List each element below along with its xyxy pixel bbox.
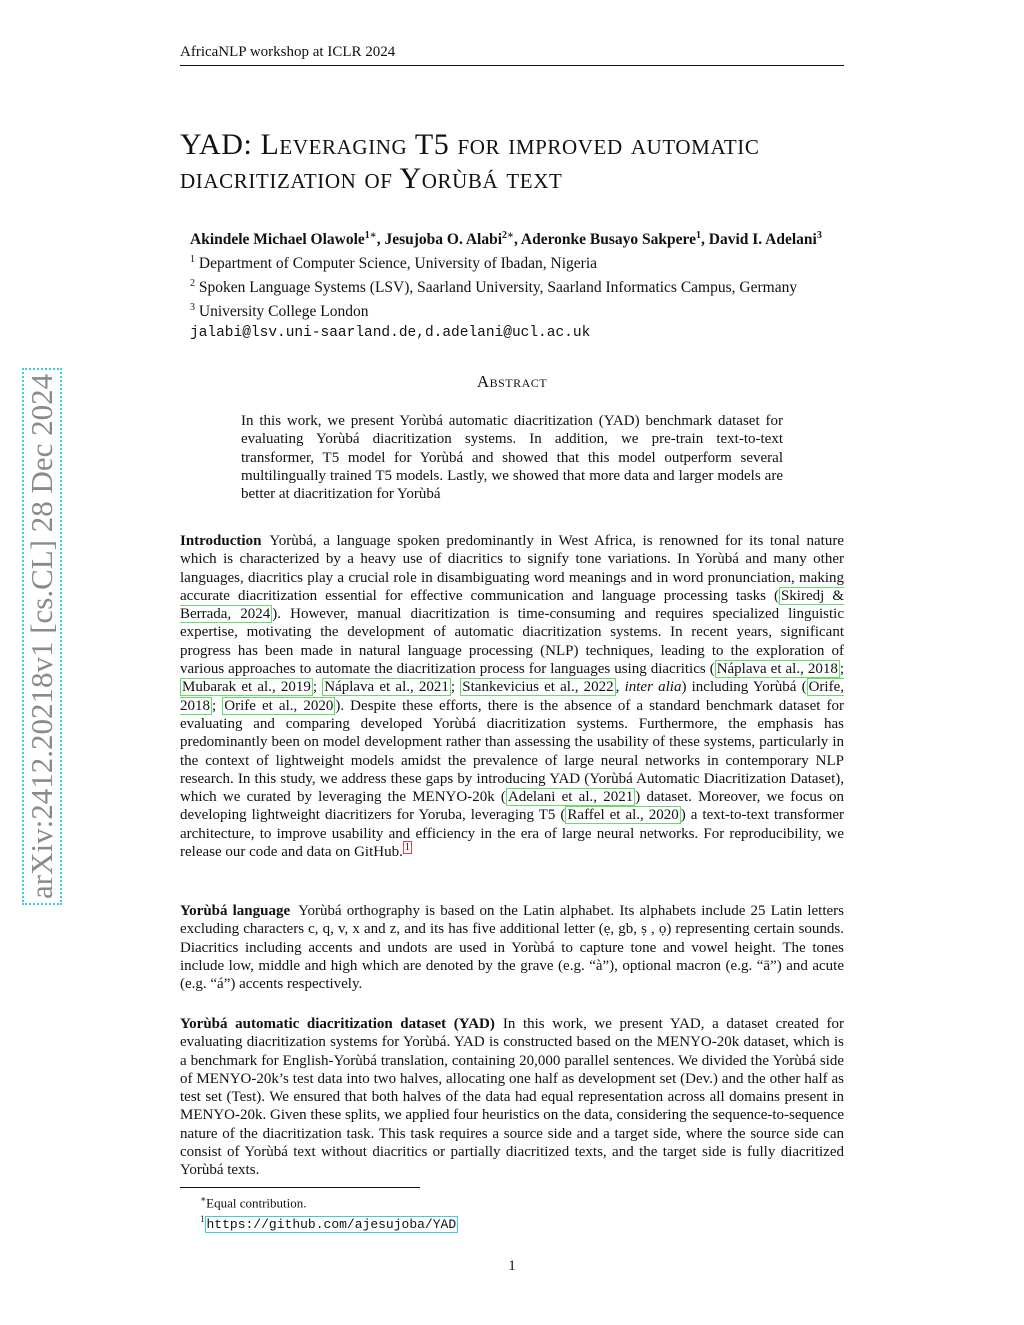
- affiliation-1-text: Department of Computer Science, University of Ibadan, Nigeria: [198, 255, 598, 273]
- footnote-2-mark: 1: [200, 1214, 205, 1225]
- yad-dataset-heading: Yorùbá automatic diacritization dataset (YAD): [180, 1016, 495, 1032]
- citation-author: Orife: [808, 679, 841, 696]
- intro-text: ) dataset. Moreover, we focus on developing lightweight diacritizers for Yoruba, leveraging T5 (: [180, 789, 844, 824]
- affiliation-2-num: 2: [190, 278, 195, 290]
- citation-link[interactable]: Skiredj & Berrada, 2024: [180, 587, 844, 623]
- citation-author: Náplava et al.: [324, 679, 410, 696]
- author-3: Aderonke Busayo Sakpere: [520, 231, 696, 249]
- affiliation-2-text: Spoken Language Systems (LSV), Saarland University, Saarland Informatics Campus, Germany: [198, 279, 798, 297]
- title-line-2: diacritization of Yorùbá text: [180, 162, 563, 195]
- citation-year: 2019: [280, 679, 311, 696]
- citation-author: Adelani et al.: [507, 789, 594, 806]
- title-line-1: YAD: Leveraging T5 for improved automatic: [180, 128, 760, 161]
- author-1: Akindele Michael Olawole: [190, 231, 365, 249]
- footnote-1-mark: ∗: [200, 1194, 207, 1204]
- affiliation-2: [190, 274, 860, 298]
- abstract-text: In this work, we present Yorùbá automatic diacritization (YAD) benchmark dataset for evaluating Yorùbá diacritization systems. In addition, we pre-train text-to-text transformer, T5 model for Yorùbá and showed that this model outperform several multilingually trained T5 models. Lastly, we showed that more data and larger models are better at diacritization for Yorùbá: [241, 413, 783, 503]
- yoruba-language-text: Yorùbá orthography is based on the Latin alphabet. Its alphabets include 25 Latin letters excluding characters c, q, v, x and z, and its has five additional letter (ẹ, gb, ṣ , ọ) representing certain sounds. Diacritics including accents and undots are used in Yorùbá to capture tone and vowel height. The tones include low, middle and high which are denoted by the grave (e.g. “à”), optional macron (e.g. “ā”) and acute (e.g. “á”) accents respectively.: [180, 903, 844, 993]
- citation-year: 2018: [807, 661, 838, 678]
- citation-author: Raffel et al.: [567, 807, 641, 824]
- author-block: [190, 226, 860, 343]
- intro-text: ). Despite these efforts, there is the absence of a standard benchmark dataset for evaluating and comparing developed Yorùbá diacritization systems. Furthermore, the emphasis has predominantly been on model development rather than assessing the usability of these systems, particularly in the context of lightweight models amidst the prevalence of large neural networks in contemporary NLP research. In this study, we address these gaps by introducing YAD (Yorùbá Automatic Diacritization Dataset), which we curated by leveraging the MENYO-20k (: [180, 697, 845, 806]
- arxiv-stamp[interactable]: arXiv:2412.20218v1 [cs.CL] 28 Dec 2024: [22, 368, 62, 905]
- yoruba-language-heading: Yorùbá language: [180, 903, 291, 919]
- affiliation-1: [190, 250, 860, 274]
- citation-author: Náplava et al.: [716, 661, 801, 678]
- footnote-1-text: Equal contribution.: [206, 1195, 307, 1211]
- citation-author: Orife et al.: [224, 697, 294, 714]
- affiliation-3: [190, 298, 860, 322]
- affiliation-3-text: University College London: [198, 303, 369, 321]
- citation-link[interactable]: Adelani et al., 2021: [507, 789, 634, 806]
- intro-text: ) a text-to-text transformer architecture, to improve usability and efficiency in the era of large neural networks. For reproducibility, we release our code and data on GitHub.: [180, 807, 845, 861]
- intro-paragraph: Introduction Yorùbá, a language spoken predominantly in West Africa, is renowned for its tonal nature which is characterized by a heavy use of diacritics to signify tone variations. In Yorùbá and many other languages, diacritics play a crucial role in disambiguating word meanings and in word pronunciation, making accurate diacritization essential for effective communication and language processing tasks ( Skiredj & Berrada, 2024 ). However, manual diacritization is time-consuming and requires specialized linguistic expertise, motivating the development of automatic diacritization systems. In recent years, significant progress has been made in natural language processing (NLP) techniques, leading to the exploration of various approaches to automate the diacritization process for languages using diacritics ( Náplava et al., 2018 ; Mubarak et al., 2019 ; Náplava et al., 2021 ; Stankevicius et al., 2022 , inter alia) including Yorùbá ( Orife, 2018 ; Orife et al., 2020 ). Despite these efforts, there is the absence of a standard benchmark dataset for evaluating and comparing developed Yorùbá diacritization systems. Furthermore, the emphasis has predominantly been on model development rather than assessing the usability of these systems, particularly in the context of lightweight models amidst the prevalence of large neural networks in contemporary NLP research. In this study, we address these gaps by introducing YAD (Yorùbá Automatic Diacritization Dataset), which we curated by leveraging the MENYO-20k ( Adelani et al., 2021 ) dataset. Moreover, we focus on developing lightweight diacritizers for Yoruba, leveraging T5 ( Raffel et al., 2020 ) a text-to-text transformer architecture, to improve usability and efficiency in the era of large neural networks. For reproducibility, we release our code and data on GitHub. $^1$: [180, 533, 845, 861]
- citation-author: Skiredj & Berrada: [180, 587, 844, 623]
- inter-alia: inter alia: [624, 679, 682, 696]
- footnote-link[interactable]: 1: [404, 842, 410, 854]
- paper-title: [180, 128, 850, 196]
- citation-link[interactable]: Stankevicius et al., 2022: [462, 679, 614, 696]
- citation-link[interactable]: Mubarak et al., 2019: [182, 679, 311, 696]
- affiliation-1-num: 1: [190, 254, 195, 266]
- footnote-divider: [180, 1187, 420, 1188]
- page-number: 1: [508, 1258, 516, 1274]
- citation-author: Stankevicius et al.: [462, 679, 575, 696]
- author-names: [190, 226, 860, 250]
- abstract-heading: Abstract: [476, 372, 548, 391]
- intro-text: Yorùbá, a language spoken predominantly in West Africa, is renowned for its tonal nature which is characterized by a heavy use of diacritics to signify tone variations. In Yorùbá and many other languages, diacritics play a crucial role in disambiguating word meanings and in word pronunciation, making accurate diacritization essential for effective communication and language processing tasks (: [180, 533, 844, 604]
- citation-link[interactable]: Orife et al., 2020: [224, 697, 334, 714]
- footnote-1: [200, 1191, 458, 1211]
- footnote-2: [200, 1211, 458, 1232]
- author-sep: ,: [376, 231, 385, 249]
- author-4: David I. Adelani: [708, 231, 817, 249]
- author-3-sup: 1: [696, 230, 701, 241]
- citation-link[interactable]: Orife, 2018: [180, 679, 844, 714]
- citation-year: 2021: [418, 679, 449, 696]
- intro-heading: Introduction: [180, 533, 262, 549]
- author-emails[interactable]: jalabi@lsv.uni-saarland.de,d.adelani@ucl.ac.uk: [190, 324, 591, 341]
- citation-year: 2022: [583, 679, 614, 696]
- citation-author: Mubarak et al.: [182, 679, 272, 696]
- intro-text: ) including Yorùbá (: [681, 679, 807, 696]
- author-2-sup: 2∗: [502, 230, 514, 241]
- github-link[interactable]: https://github.com/ajesujoba/YAD: [206, 1216, 457, 1232]
- citation-year: 2024: [240, 606, 271, 623]
- author-sep: ,: [513, 231, 521, 249]
- intro-text: ). However, manual diacritization is time-consuming and requires specialized linguistic expertise, motivating the development of automatic diacritization systems. In recent years, significant progress has been made in natural language processing (NLP) techniques, leading to the exploration of various approaches to automate the diacritization process for languages using diacritics (: [180, 606, 845, 678]
- yad-dataset-text: In this work, we present YAD, a dataset created for evaluating diacritization systems for Yorùbá. YAD is constructed based on the MENYO-20k dataset, which is a benchmark for English-Yorùbá translation, containing 20,000 parallel sentences. We divided the Yorùbá side of MENYO-20k’s test data into two halves, allocating one half as development set (Dev.) and the other half as test set (Test). We ensured that both halves of the data had equal representation across all domains present in MENYO-20k. Given these splits, we applied four heuristics on the data, considering the sequence-to-sequence nature of the diacritization task. This task requires a source side and a target side, where the source side can consist of Yorùbá text without diacritics or partially diacritized texts, and the target side is fully diacritized Yorùbá texts.: [180, 1016, 844, 1179]
- yad-dataset-paragraph: [180, 1015, 844, 1180]
- citation-link[interactable]: Náplava et al., 2021: [324, 679, 449, 696]
- citation-link[interactable]: Raffel et al., 2020: [567, 807, 679, 824]
- author-4-sup: 3: [816, 230, 822, 241]
- footnotes: [200, 1191, 458, 1233]
- citation-year: 2020: [303, 697, 334, 714]
- citation-link[interactable]: Náplava et al., 2018: [716, 661, 838, 678]
- running-header: AfricaNLP workshop at ICLR 2024: [180, 44, 844, 66]
- author-1-sup: 1∗: [364, 230, 377, 241]
- citation-year: 2021: [603, 789, 634, 806]
- citation-year: 2020: [648, 807, 679, 824]
- yoruba-language-paragraph: [180, 902, 844, 993]
- author-sep: ,: [701, 231, 709, 249]
- author-2: Jesujoba O. Alabi: [384, 231, 503, 249]
- citation-year: 2018: [180, 697, 210, 714]
- affiliation-3-num: 3: [190, 302, 195, 314]
